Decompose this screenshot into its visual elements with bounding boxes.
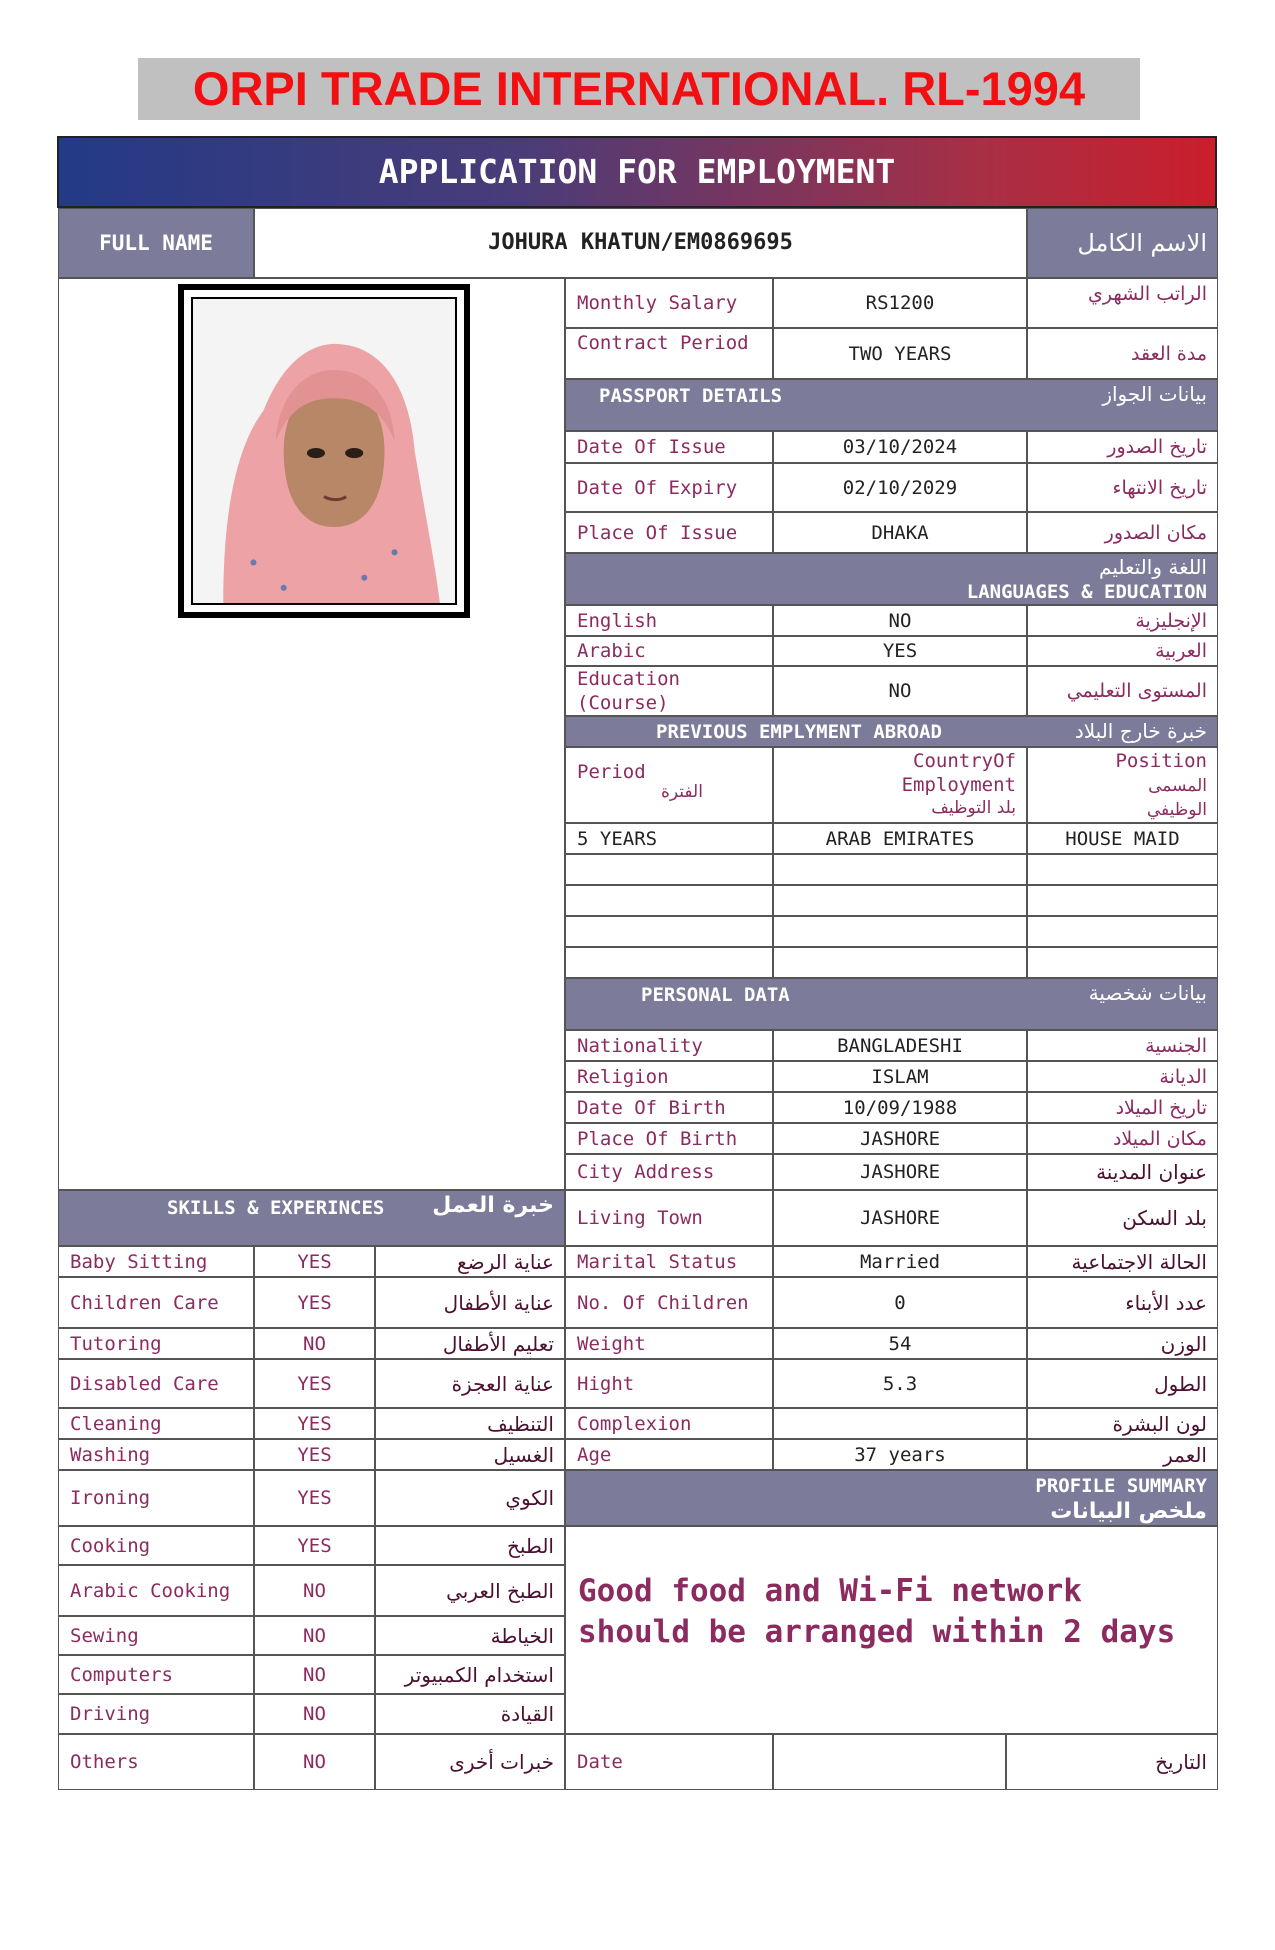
- personal-field-value: BANGLADESHI: [773, 1030, 1027, 1061]
- skill-label-ar: الغسيل: [375, 1439, 565, 1470]
- skill-value: NO: [254, 1655, 375, 1694]
- personal-field-value: JASHORE: [773, 1123, 1027, 1154]
- language-field-label: Education (Course): [565, 666, 773, 716]
- previous-position: [1027, 947, 1218, 978]
- col-country-header: CountryOf Employment بلد التوظيف: [773, 747, 1027, 823]
- skill-value: YES: [254, 1277, 375, 1328]
- skill-label-ar: عناية الأطفال: [375, 1277, 565, 1328]
- previous-period: [565, 916, 773, 947]
- skill-value: NO: [254, 1616, 375, 1655]
- language-field-value: NO: [773, 605, 1027, 636]
- skill-value: YES: [254, 1359, 375, 1408]
- personal-field-value: JASHORE: [773, 1190, 1027, 1246]
- skill-label-ar: الطبخ: [375, 1526, 565, 1565]
- contract-value: TWO YEARS: [773, 328, 1027, 379]
- personal-field-label: Weight: [565, 1328, 773, 1359]
- col-position-header: Position المسمى الوظيفي: [1027, 747, 1218, 823]
- previous-period: [565, 885, 773, 916]
- contract-label-ar: مدة العقد: [1027, 328, 1218, 379]
- company-name: ORPI TRADE INTERNATIONAL. RL-1994: [138, 58, 1140, 120]
- personal-field-value: 37 years: [773, 1439, 1027, 1470]
- passport-field-value: 03/10/2024: [773, 431, 1027, 463]
- skill-label: Arabic Cooking: [58, 1565, 254, 1616]
- personal-field-label-ar: عنوان المدينة: [1027, 1154, 1218, 1190]
- personal-field-label-ar: مكان الميلاد: [1027, 1123, 1218, 1154]
- skill-value: NO: [254, 1734, 375, 1790]
- personal-field-value: Married: [773, 1246, 1027, 1277]
- skill-value: YES: [254, 1439, 375, 1470]
- skill-label-ar: الخياطة: [375, 1616, 565, 1655]
- personal-field-label-ar: الديانة: [1027, 1061, 1218, 1092]
- date-label-ar: التاريخ: [1006, 1734, 1218, 1790]
- previous-country: [773, 885, 1027, 916]
- form-title: APPLICATION FOR EMPLOYMENT: [57, 136, 1217, 208]
- previous-period: [565, 947, 773, 978]
- personal-field-label-ar: تاريخ الميلاد: [1027, 1092, 1218, 1123]
- full-name-label-ar: الاسم الكامل: [1027, 208, 1218, 278]
- skill-label: Disabled Care: [58, 1359, 254, 1408]
- profile-summary-body: [565, 1526, 1218, 1734]
- skill-value: YES: [254, 1470, 375, 1526]
- skill-label: Baby Sitting: [58, 1246, 254, 1277]
- personal-field-value: 5.3: [773, 1359, 1027, 1408]
- personal-field-label: Hight: [565, 1359, 773, 1408]
- skill-label-ar: تعليم الأطفال: [375, 1328, 565, 1359]
- date-value: [773, 1734, 1006, 1790]
- personal-field-label-ar: العمر: [1027, 1439, 1218, 1470]
- passport-header: PASSPORT DETAILS بيانات الجواز: [565, 379, 1218, 431]
- skill-label-ar: عناية العجزة: [375, 1359, 565, 1408]
- previous-position: [1027, 916, 1218, 947]
- skill-value: YES: [254, 1526, 375, 1565]
- language-field-value: YES: [773, 636, 1027, 666]
- passport-field-label: Place Of Issue: [565, 512, 773, 553]
- personal-field-value: [773, 1408, 1027, 1439]
- skill-label: Ironing: [58, 1470, 254, 1526]
- personal-field-label: Date Of Birth: [565, 1092, 773, 1123]
- personal-field-value: 0: [773, 1277, 1027, 1328]
- skill-label: Sewing: [58, 1616, 254, 1655]
- personal-field-label-ar: الحالة الاجتماعية: [1027, 1246, 1218, 1277]
- skill-label: Children Care: [58, 1277, 254, 1328]
- language-field-label-ar: الإنجليزية: [1027, 605, 1218, 636]
- personal-field-value: ISLAM: [773, 1061, 1027, 1092]
- personal-field-label-ar: الطول: [1027, 1359, 1218, 1408]
- skill-label: Washing: [58, 1439, 254, 1470]
- personal-field-label-ar: الجنسية: [1027, 1030, 1218, 1061]
- passport-field-label: Date Of Expiry: [565, 463, 773, 512]
- profile-summary-header: PROFILE SUMMARY ملخص البيانات: [565, 1470, 1218, 1526]
- skill-label-ar: عناية الرضع: [375, 1246, 565, 1277]
- applicant-photo-frame: [178, 284, 470, 618]
- skill-value: NO: [254, 1565, 375, 1616]
- date-label: Date: [565, 1734, 773, 1790]
- skill-value: NO: [254, 1694, 375, 1734]
- personal-field-label: Marital Status: [565, 1246, 773, 1277]
- profile-summary-text: Good food and Wi-Fi network should be arranged within 2 days: [578, 1573, 1176, 1650]
- language-field-label-ar: العربية: [1027, 636, 1218, 666]
- language-field-label: English: [565, 605, 773, 636]
- skill-value: YES: [254, 1408, 375, 1439]
- personal-field-label-ar: بلد السكن: [1027, 1190, 1218, 1246]
- application-form: [58, 208, 1218, 1790]
- skill-label-ar: الكوي: [375, 1470, 565, 1526]
- personal-field-value: JASHORE: [773, 1154, 1027, 1190]
- passport-field-label: Date Of Issue: [565, 431, 773, 463]
- skill-label-ar: استخدام الكمبيوتر: [375, 1655, 565, 1694]
- skills-header: SKILLS & EXPERINCES خبرة العمل: [58, 1190, 565, 1246]
- skill-label: Tutoring: [58, 1328, 254, 1359]
- language-field-value: NO: [773, 666, 1027, 716]
- personal-field-value: 54: [773, 1328, 1027, 1359]
- personal-field-label: Religion: [565, 1061, 773, 1092]
- passport-field-label-ar: مكان الصدور: [1027, 512, 1218, 553]
- previous-country: [773, 947, 1027, 978]
- personal-field-label-ar: لون البشرة: [1027, 1408, 1218, 1439]
- col-period-header: Period الفترة: [565, 747, 773, 823]
- personal-field-label: Place Of Birth: [565, 1123, 773, 1154]
- personal-data-header: PERSONAL DATA بيانات شخصية: [565, 978, 1218, 1030]
- languages-header: اللغة والتعليم LANGUAGES & EDUCATION: [565, 553, 1218, 605]
- passport-field-label-ar: تاريخ الانتهاء: [1027, 463, 1218, 512]
- contract-label: Contract Period: [565, 328, 773, 379]
- skill-label-ar: التنظيف: [375, 1408, 565, 1439]
- previous-position: [1027, 854, 1218, 885]
- salary-label-ar: الراتب الشهري: [1027, 278, 1218, 328]
- personal-field-label: Nationality: [565, 1030, 773, 1061]
- skill-value: NO: [254, 1328, 375, 1359]
- full-name-value: JOHURA KHATUN/EM0869695: [254, 208, 1027, 278]
- previous-employment-header: PREVIOUS EMPLYMENT ABROAD خبرة خارج البلاد: [565, 716, 1218, 747]
- previous-country: ARAB EMIRATES: [773, 823, 1027, 854]
- passport-field-value: DHAKA: [773, 512, 1027, 553]
- skill-label: Cleaning: [58, 1408, 254, 1439]
- skill-label-ar: القيادة: [375, 1694, 565, 1734]
- personal-field-label: No. Of Children: [565, 1277, 773, 1328]
- salary-value: RS1200: [773, 278, 1027, 328]
- previous-country: [773, 916, 1027, 947]
- passport-field-value: 02/10/2029: [773, 463, 1027, 512]
- personal-field-label-ar: الوزن: [1027, 1328, 1218, 1359]
- salary-label: Monthly Salary: [565, 278, 773, 328]
- previous-position: HOUSE MAID: [1027, 823, 1218, 854]
- skill-label: Others: [58, 1734, 254, 1790]
- personal-field-label-ar: عدد الأبناء: [1027, 1277, 1218, 1328]
- previous-period: [565, 854, 773, 885]
- previous-country: [773, 854, 1027, 885]
- skill-label: Driving: [58, 1694, 254, 1734]
- personal-field-value: 10/09/1988: [773, 1092, 1027, 1123]
- language-field-label-ar: المستوى التعليمي: [1027, 666, 1218, 716]
- skill-label: Cooking: [58, 1526, 254, 1565]
- previous-period: 5 YEARS: [565, 823, 773, 854]
- applicant-photo-image: [193, 299, 455, 603]
- applicant-photo: [191, 297, 457, 605]
- skill-label-ar: خبرات أخرى: [375, 1734, 565, 1790]
- skill-label: Computers: [58, 1655, 254, 1694]
- personal-field-label: Age: [565, 1439, 773, 1470]
- personal-field-label: Living Town: [565, 1190, 773, 1246]
- skill-label-ar: الطبخ العربي: [375, 1565, 565, 1616]
- skill-value: YES: [254, 1246, 375, 1277]
- personal-field-label: City Address: [565, 1154, 773, 1190]
- full-name-label: FULL NAME: [58, 208, 254, 278]
- personal-field-label: Complexion: [565, 1408, 773, 1439]
- previous-position: [1027, 885, 1218, 916]
- language-field-label: Arabic: [565, 636, 773, 666]
- passport-field-label-ar: تاريخ الصدور: [1027, 431, 1218, 463]
